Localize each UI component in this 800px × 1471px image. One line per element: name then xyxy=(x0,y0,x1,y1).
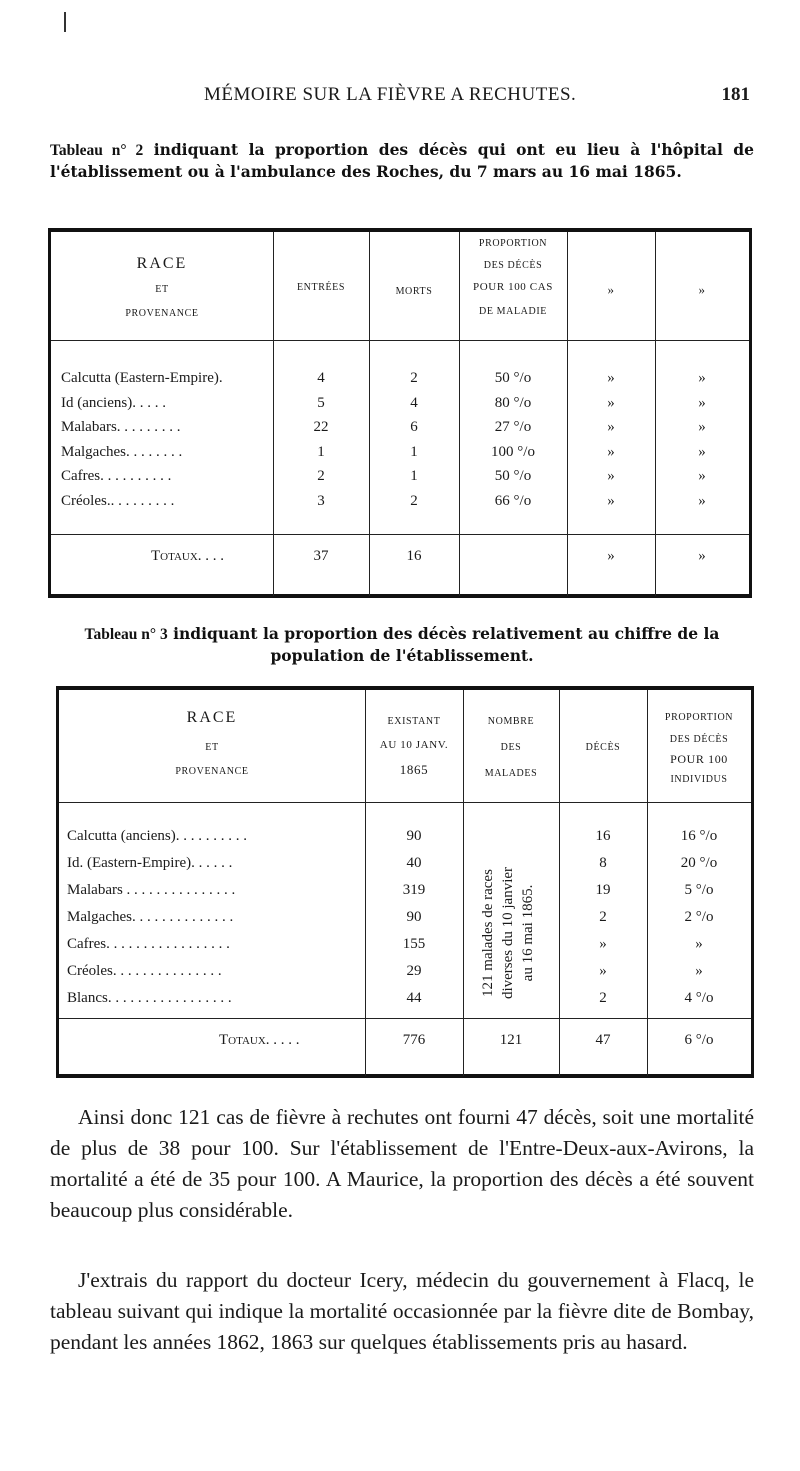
paragraph-2 xyxy=(50,1265,754,1358)
table2-cell-c2: » xyxy=(698,370,706,386)
table2-caption-label: Tableau n° 2 xyxy=(50,142,144,159)
table2-header-morts: MORTS xyxy=(395,286,433,297)
table2-cell-morts: 2 xyxy=(410,492,418,509)
table3-header-proportion-3: POUR 100 xyxy=(670,752,728,766)
table2-totals-c1: » xyxy=(607,548,615,564)
table2-caption xyxy=(50,139,754,182)
table3-cell-label: Id. (Eastern-Empire). . . . . . xyxy=(67,855,233,871)
table3-cell-deces: 16 xyxy=(595,828,611,844)
table2-cell-c1: » xyxy=(607,443,615,460)
table2-cell-proportion: 27 °/o xyxy=(494,419,532,435)
table2-cell-morts: 1 xyxy=(410,468,418,484)
table2-header-race: RACE xyxy=(136,255,188,272)
table3-totals-deces: 47 xyxy=(595,1032,611,1048)
table3-cell-existant: 44 xyxy=(406,990,422,1006)
table2-cell-label: Malgaches. . . . . . . . xyxy=(61,443,183,460)
table2-cell-c1: » xyxy=(607,492,615,509)
table3-cell-existant: 90 xyxy=(406,909,422,925)
table2-cell-proportion: 50 °/o xyxy=(494,468,532,484)
table3-header-existant: EXISTANT xyxy=(387,716,441,727)
table3-cell-label: Calcutta (anciens). . . . . . . . . . xyxy=(67,828,247,844)
table3-caption xyxy=(50,623,754,666)
table3-header-existant-2: AU 10 JANV. xyxy=(379,739,449,751)
table2-cell-proportion: 50 °/o xyxy=(494,370,532,386)
table2-cell-label: Id (anciens). . . . . xyxy=(61,394,166,411)
table3-header-proportion: PROPORTION xyxy=(664,712,734,723)
table3-malades-note xyxy=(478,843,544,1023)
table2-totals-label: Totaux. . . . xyxy=(151,548,225,564)
table3-cell-label: Créoles. . . . . . . . . . . . . . . xyxy=(67,963,222,979)
table2-cell-proportion: 66 °/o xyxy=(494,492,532,509)
table3-cell-proportion: 16 °/o xyxy=(680,828,718,844)
table2-cell-c1: » xyxy=(607,370,615,386)
table2-cell-entrees: 5 xyxy=(317,394,325,411)
table3-cell-proportion: 2 °/o xyxy=(684,909,714,925)
table2-cell-proportion: 80 °/o xyxy=(494,394,532,411)
table3-header-proportion-2: DES DÉCÈS xyxy=(669,734,729,745)
malades-note-line-2: diverses du 10 janvier xyxy=(500,866,516,1000)
margin-mark xyxy=(64,12,66,32)
table3-cell-existant: 40 xyxy=(406,855,422,871)
table3-header-malades: NOMBRE xyxy=(487,716,535,727)
table3-caption-label: Tableau n° 3 xyxy=(84,626,168,643)
table2-cell-entrees: 1 xyxy=(317,443,325,460)
table3-cell-label: Malabars . . . . . . . . . . . . . . . xyxy=(67,882,236,898)
table2-cell-c2: » xyxy=(698,492,706,509)
table3-totals-malades: 121 xyxy=(499,1032,523,1048)
table2-cell-c2: » xyxy=(698,419,706,435)
table2-cell-c1: » xyxy=(607,394,615,411)
table2-header-proportion-3: POUR 100 CAS xyxy=(473,281,553,293)
table3-cell-deces: 19 xyxy=(595,882,611,898)
table2-header-extra2: » xyxy=(698,282,706,297)
table3-cell-proportion: » xyxy=(695,936,703,952)
table3-header-deces: DÉCÈS xyxy=(585,742,621,753)
table3-header-race-et: ET xyxy=(205,742,219,753)
table3-cell-label: Cafres. . . . . . . . . . . . . . . . . xyxy=(67,936,230,952)
table2-cell-morts: 1 xyxy=(410,443,418,460)
paragraph-1-text: Ainsi donc 121 cas de fièvre à rechutes ont fourni 47 décès, soit une mortalité de plus de 38 pour 100. Sur l'établissement de l'Entre-Deux-aux-Avirons, la mortalité a été de 35 pour 100. A Maurice, la proportion des décès a été souvent beaucoup plus considérable. xyxy=(50,1105,754,1222)
table3-cell-proportion: 20 °/o xyxy=(680,855,718,871)
table3-cell-deces: » xyxy=(599,963,607,979)
table2-cell-entrees: 2 xyxy=(317,468,325,484)
table2-cell-c2: » xyxy=(698,468,706,484)
table3-cell-proportion: » xyxy=(695,963,703,979)
table3-totals-existant: 776 xyxy=(402,1032,426,1048)
table3-header-malades-3: MALADES xyxy=(484,768,538,779)
malades-note-line-1: 121 malades de races xyxy=(480,869,496,997)
table2-cell-c2: » xyxy=(698,394,706,411)
table3-header-race-provenance: PROVENANCE xyxy=(175,766,249,777)
table2-header-extra1: » xyxy=(607,282,615,297)
table2-totals-entrees: 37 xyxy=(313,548,329,564)
table2-cell-entrees: 4 xyxy=(317,370,325,386)
table2-cell-morts: 6 xyxy=(410,419,418,435)
table2-header-entrees: ENTRÉES xyxy=(296,282,346,293)
table2-cell-proportion: 100 °/o xyxy=(491,443,535,460)
table3-cell-label: Malgaches. . . . . . . . . . . . . . xyxy=(67,909,234,925)
table2 xyxy=(48,228,752,598)
table2-cell-label: Malabars. . . . . . . . . xyxy=(61,419,181,435)
table2-cell-label: Calcutta (Eastern-Empire). xyxy=(61,370,223,386)
table3-caption-text: indiquant la proportion des décès relativement au chiffre de la population de l'établissement. xyxy=(173,624,720,665)
table3-cell-existant: 29 xyxy=(406,963,422,979)
table3-cell-deces: » xyxy=(599,936,607,952)
table2-cell-c1: » xyxy=(607,419,615,435)
table2-cell-morts: 2 xyxy=(410,370,418,386)
table2-cell-morts: 4 xyxy=(410,394,418,411)
table2-cell-entrees: 22 xyxy=(313,419,329,435)
table2-cell-entrees: 3 xyxy=(317,492,325,509)
table3-cell-existant: 90 xyxy=(406,828,422,844)
table3-header-race: RACE xyxy=(186,709,238,726)
running-title: MÉMOIRE SUR LA FIÈVRE A RECHUTES. xyxy=(204,84,577,105)
table2-cell-c2: » xyxy=(698,443,706,460)
table3-header-existant-3: 1865 xyxy=(399,762,429,777)
paragraph-2-text: J'extrais du rapport du docteur Icery, médecin du gouvernement à Flacq, le tableau suivant qui indique la mortalité occasionnée par la fièvre dite de Bombay, pendant les années 1862, 1863 sur quelques établissements pris au hasard. xyxy=(50,1268,754,1354)
table2-totals-c2: » xyxy=(698,548,706,564)
table2-header-proportion-4: DE MALADIE xyxy=(479,306,547,317)
table3-cell-existant: 319 xyxy=(402,882,426,898)
paragraph-1 xyxy=(50,1102,754,1226)
table2-header-race-provenance: PROVENANCE xyxy=(125,308,199,319)
table3-cell-proportion: 5 °/o xyxy=(684,882,714,898)
malades-note-line-3: au 16 mai 1865. xyxy=(520,884,536,982)
table3-cell-deces: 2 xyxy=(599,909,607,925)
table3-cell-existant: 155 xyxy=(402,936,426,952)
table3 xyxy=(56,686,754,1078)
table2-cell-label: Créoles.. . . . . . . . . xyxy=(61,492,175,509)
table3-header-proportion-4: INDIVIDUS xyxy=(670,774,728,785)
table2-header-proportion: PROPORTION xyxy=(478,238,548,249)
table2-totals-morts: 16 xyxy=(406,548,422,564)
table2-header-race-et: ET xyxy=(155,284,169,295)
table3-cell-label: Blancs. . . . . . . . . . . . . . . . . xyxy=(67,990,232,1006)
table2-caption-text: indiquant la proportion des décès qui ont eu lieu à l'hôpital de l'établissement ou à l'ambulance des Roches, du 7 mars au 16 mai 1865. xyxy=(50,140,754,181)
table3-totals-proportion: 6 °/o xyxy=(684,1032,714,1048)
running-head xyxy=(190,84,750,114)
table3-cell-deces: 8 xyxy=(599,855,607,871)
table3-totals-label: Totaux. . . . . xyxy=(219,1032,300,1048)
table3-cell-proportion: 4 °/o xyxy=(684,990,714,1006)
page-number: 181 xyxy=(721,84,750,105)
table2-cell-c1: » xyxy=(607,468,615,484)
table2-cell-label: Cafres. . . . . . . . . . xyxy=(61,468,172,484)
table3-header-malades-2: DES xyxy=(500,742,522,753)
table3-cell-deces: 2 xyxy=(599,990,607,1006)
table2-header-proportion-2: DES DÉCÈS xyxy=(483,260,543,271)
